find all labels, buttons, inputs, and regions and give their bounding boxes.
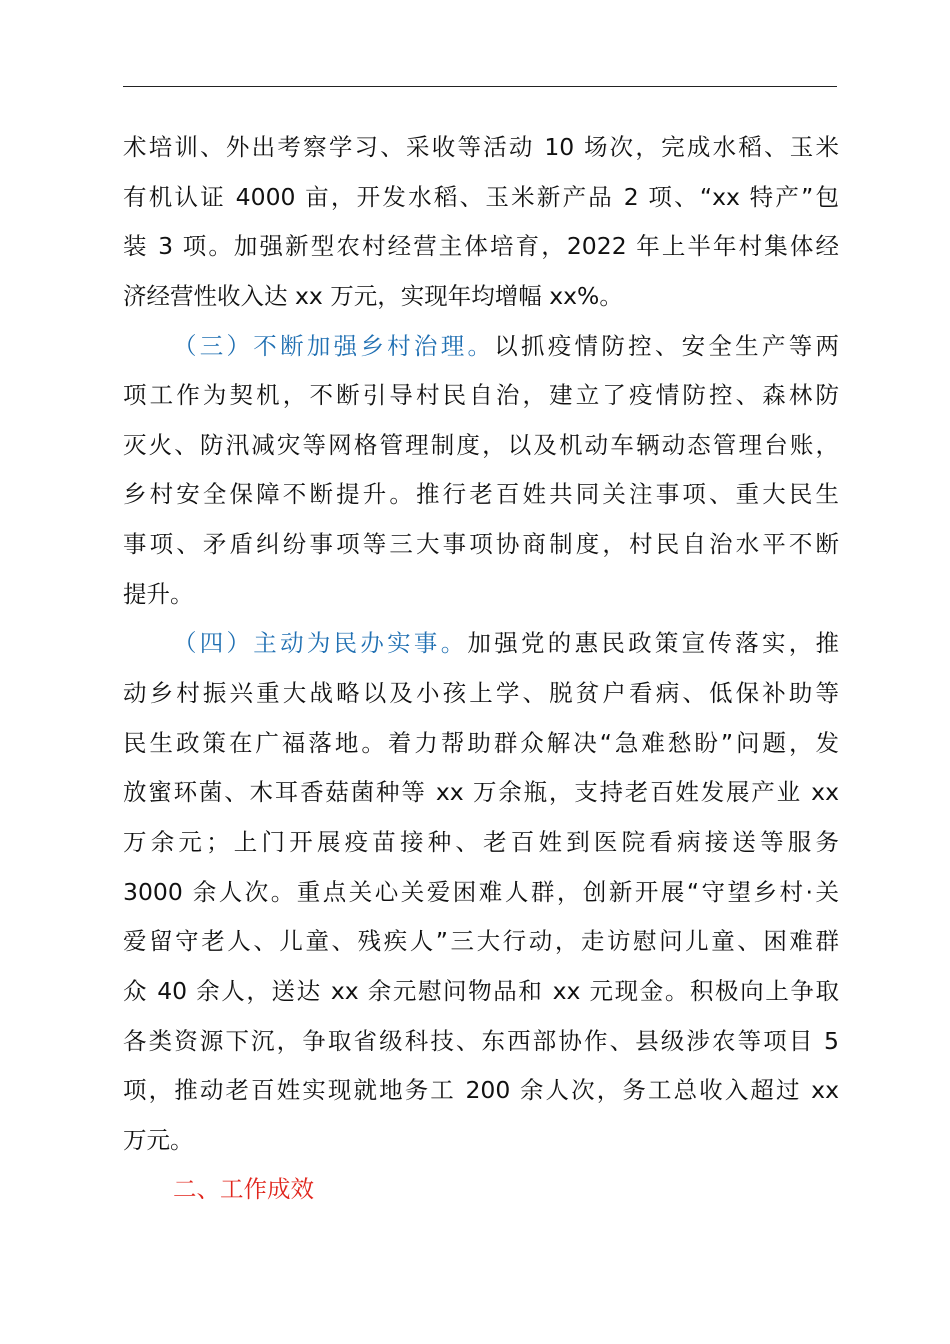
paragraph-continuation — [123, 123, 839, 322]
text-line: 装 3 项。加强新型农村经营主体培育，2022 年上半年村集体经 — [123, 232, 839, 261]
text-line: 灭火、防汛减灾等网格管理制度，以及机动车辆动态管理台账， — [123, 430, 839, 459]
text-run: 加强党的惠民政策宣传落实，推 — [467, 629, 840, 658]
text-line: 提升。 — [123, 579, 194, 608]
text-line: 众 40 余人，送达 xx 余元慰问物品和 xx 元现金。积极向上争取 — [123, 976, 839, 1005]
header-rule — [123, 86, 837, 87]
text-line: 有机认证 4000 亩，开发水稻、玉米新产品 2 项、“xx 特产”包 — [123, 182, 839, 211]
text-line: 各类资源下沉，争取省级科技、东西部协作、县级涉农等项目 5 — [123, 1026, 839, 1055]
document-body — [123, 123, 839, 1215]
subheading-governance: （三）不断加强乡村治理。 — [173, 331, 495, 360]
text-line: 乡村安全保障不断提升。推行老百姓共同关注事项、重大民生 — [123, 480, 839, 509]
text-line: 术培训、外出考察学习、采收等活动 10 场次，完成水稻、玉米 — [123, 133, 839, 161]
paragraph-first-line — [123, 322, 839, 372]
text-line: 放蜜环菌、木耳香菇菌种等 xx 万余瓶，支持老百姓发展产业 xx — [123, 778, 839, 807]
paragraph-first-line — [123, 619, 839, 669]
subheading-practical-matters: （四）主动为民办实事。 — [173, 629, 468, 658]
text-line: 爱留守老人、儿童、残疾人”三大行动，走访慰问儿童、困难群 — [123, 927, 839, 956]
text-line: 3000 余人次。重点关心关爱困难人群，创新开展“守望乡村·关 — [123, 877, 839, 906]
text-line: 济经营性收入达 xx 万元，实现年均增幅 xx%。 — [123, 281, 623, 310]
section-heading: 二、工作成效 — [173, 1175, 314, 1204]
text-line: 项，推动老百姓实现就地务工 200 余人次，务工总收入超过 xx — [123, 1076, 839, 1105]
paragraph-practical-matters — [123, 619, 839, 1165]
text-run: 以抓疫情防控、安全生产等两 — [494, 331, 839, 360]
text-line: 万余元；上门开展疫苗接种、老百姓到医院看病接送等服务 — [123, 827, 839, 856]
text-line: 民生政策在广福落地。着力帮助群众解决“急难愁盼”问题，发 — [123, 728, 839, 757]
text-line: 项工作为契机，不断引导村民自治，建立了疫情防控、森林防 — [123, 381, 839, 410]
text-line: 动乡村振兴重大战略以及小孩上学、脱贫户看病、低保补助等 — [123, 679, 839, 708]
text-line: 事项、矛盾纠纷事项等三大事项协商制度，村民自治水平不断 — [123, 530, 839, 559]
text-line: 万元。 — [123, 1125, 194, 1154]
paragraph-governance — [123, 322, 839, 620]
